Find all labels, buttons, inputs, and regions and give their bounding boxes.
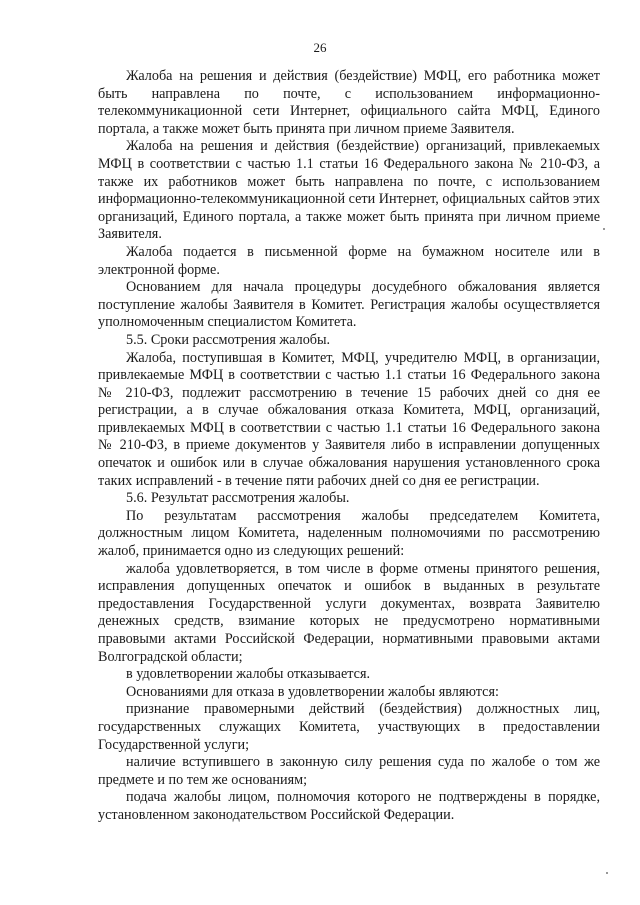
paragraph-decision-intro: По результатам рассмотрения жалобы председателем Комитета, должностным лицом Комитета, наделенным полномочиями по рассмотрению жалоб, принимается одно из следующих решений: xyxy=(98,507,600,560)
paragraph-rejection-grounds-intro: Основаниями для отказа в удовлетворении жалобы являются: xyxy=(126,683,499,700)
paragraph-ground-unconfirmed-authority: подача жалобы лицом, полномочия которого не подтверждены в порядке, установленном законодательством Российской Федерации. xyxy=(98,789,600,823)
paragraph-ground-lawful-actions: признание правомерными действий (бездействия) должностных лиц, государственных служащих Комитета, участвующих в предоставлении Государственной услуги; xyxy=(98,701,600,753)
document-body xyxy=(98,68,600,825)
paragraph-complaint-form: Жалоба подается в письменной форме на бумажном носителе или в электронной форме. xyxy=(98,243,600,278)
page-number: 26 xyxy=(313,40,327,55)
paragraph-complaint-satisfied: жалоба удовлетворяется, в том числе в форме отмены принятого решения, исправления допущенных опечаток и ошибок в выданных в результате предоставления Государственной услуги документах, возврата Заявителю денежных средств, взимание которых не предусмотрено нормативными правовыми актами Российской Федерации, нормативными правовыми актами Волгоградской области; xyxy=(98,560,600,665)
paragraph-complaint-rejected: в удовлетворении жалобы отказывается. xyxy=(126,666,371,683)
section-heading-5-6: 5.6. Результат рассмотрения жалобы. xyxy=(126,490,350,507)
paragraph-organizations-complaint-channels: Жалоба на решения и действия (бездействие) организаций, привлекаемых МФЦ в соответствии с частью 1.1 статьи 16 Федерального закона № 210-ФЗ, а также их работников может быть направлена по почте, с использованием информационно-телекоммуникационной сети Интернет, официальных сайтов этих организаций, Единого портала, а также может быть принята при личном приеме Заявителя. xyxy=(98,138,600,243)
scan-speck xyxy=(606,872,608,874)
scan-speck xyxy=(603,228,605,230)
paragraph-mfc-complaint-channels: Жалоба на решения и действия (бездействие) МФЦ, его работника может быть направлена по почте, с использованием информационно-телекоммуникационной сети Интернет, официального сайта МФЦ, Единого портала, а также может быть принята при личном приеме Заявителя. xyxy=(98,68,600,137)
paragraph-pretrial-basis: Основанием для начала процедуры досудебного обжалования является поступление жалобы Заявителя в Комитет. Регистрация жалобы осуществляется уполномоченным специалистом Комитета. xyxy=(98,279,600,331)
paragraph-review-terms: Жалоба, поступившая в Комитет, МФЦ, учредителю МФЦ, в организации, привлекаемые МФЦ в соответствии с частью 1.1 статьи 16 Федерального закона № 210-ФЗ, подлежит рассмотрению в течение 15 рабочих дней со дня ее регистрации, а в случае обжалования отказа Комитета, МФЦ, организаций, привлекаемых МФЦ в соответствии с частью 1.1 статьи 16 Федерального закона № 210-ФЗ, в приеме документов у Заявителя либо в исправлении допущенных опечаток и ошибок или в случае обжалования нарушения установленного срока таких исправлений - в течение пяти рабочих дней со дня ее регистрации. xyxy=(98,349,600,489)
paragraph-ground-court-decision: наличие вступившего в законную силу решения суда по жалобе о том же предмете и по тем же основаниям; xyxy=(98,754,600,788)
section-heading-5-5: 5.5. Сроки рассмотрения жалобы. xyxy=(126,331,331,348)
